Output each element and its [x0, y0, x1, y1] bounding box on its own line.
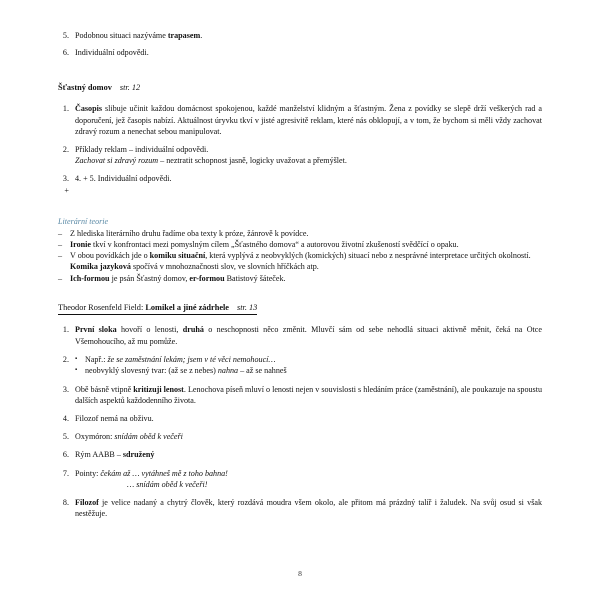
list-item	[58, 30, 542, 41]
list-item	[58, 449, 542, 460]
text-run: o neschopnosti něco změnit. Mluvčí sám od sebe nehodlá situaci aktivně měnit, čeká na Otce Všemohoucího, až mu pomůže.	[75, 325, 542, 346]
text-run: Komika jazyková	[70, 262, 131, 272]
text-run: že se zaměstnání lekám; jsem v té věci nemohoucí…	[107, 354, 276, 364]
text-run: – až se nahneš	[238, 366, 287, 376]
text-run: Pointy:	[75, 468, 101, 478]
list-item	[58, 173, 542, 195]
list-item-number: 4.	[62, 413, 69, 423]
dash-bullet-icon: –	[58, 240, 63, 250]
dash-list-item-body	[70, 228, 542, 239]
list-item-number: 3.	[62, 384, 69, 394]
stastny-domov-answer-list	[58, 103, 542, 195]
text-run: tkví v konfrontaci mezi pomyslným cílem „Šťastného domova“ a autorovou životní zkušeností svědčící o opaku.	[91, 240, 459, 250]
dash-list-item	[58, 273, 542, 284]
list-item-body	[75, 497, 542, 519]
text-run: Ich-formou	[70, 273, 110, 283]
text-run: … snídám oběd k večeři!	[127, 479, 208, 489]
list-item-line	[75, 173, 542, 184]
list-item-line	[75, 449, 542, 460]
list-item-number: 2.	[62, 145, 69, 155]
bullet-item	[75, 354, 542, 365]
list-item-line	[75, 103, 542, 137]
text-run: druhá	[182, 325, 204, 335]
list-item	[58, 144, 542, 166]
top-answer-list	[58, 30, 542, 58]
section-author: Theodor Rosenfeld Field:	[58, 302, 146, 312]
list-item-line	[75, 431, 542, 442]
list-item-number: 2.	[62, 354, 69, 364]
text-run: První sloka	[75, 325, 117, 335]
list-item-number: 1.	[62, 104, 69, 114]
dash-list-item-body	[70, 239, 542, 250]
text-run: Z hlediska literárního druhu řadíme oba texty k próze, žánrově k povídce.	[70, 228, 309, 238]
text-run: Filozof	[75, 497, 99, 507]
list-item-line	[70, 273, 542, 284]
text-run: nahna	[217, 366, 239, 376]
text-run: Obě básně vtipně	[75, 384, 134, 394]
text-run: – neztratit schopnost jasně, logicky uvažovat a přemýšlet.	[158, 156, 347, 166]
list-item-line	[75, 155, 542, 166]
bullet-item-body	[85, 354, 542, 365]
text-run: Ironie	[70, 240, 91, 250]
dash-bullet-icon: –	[58, 228, 63, 238]
section-page-ref: str. 13	[237, 302, 258, 312]
square-bullet-icon: ▪	[75, 355, 78, 362]
text-run: Časopis	[75, 104, 102, 114]
list-item-body	[75, 30, 542, 41]
list-item	[58, 324, 542, 346]
text-run: hovoří o lenosti,	[116, 325, 183, 335]
list-item	[58, 47, 542, 58]
text-run: 4. + 5. Individuální odpovědi.	[75, 174, 172, 184]
text-run: je velice nadaný a chytrý člověk, který rozdává moudra všem okolo, ale přitom má prázdný talíř i žaludek. Na svůj osud si však nestěžuje.	[75, 497, 542, 519]
list-item-number: 7.	[62, 468, 69, 478]
section-heading-lomikel	[58, 284, 542, 316]
bullet-item-body	[85, 365, 542, 376]
list-item-line	[70, 228, 542, 239]
text-run: komiku situační	[149, 251, 206, 261]
list-item-line	[75, 384, 542, 406]
text-run: Batistový šáteček.	[224, 273, 286, 283]
text-run: slibuje učinit každou domácnost spokojenou, každé manželství klidným a šťastným. Žena z povídky se slepě drží veškerých rad a doporučení, jež časopis nabízí. Aktuálnost úryvku tkví v jisté agresivitě reklam, které nás obklopují, a v tom, že bychom si měli vždy zachovat zdravý rozum a nenechat sebou manipulovat.	[75, 104, 542, 136]
list-item-number: 8.	[62, 497, 69, 507]
text-run: trapasem	[167, 31, 201, 40]
section-heading-stastny-domov	[58, 64, 542, 94]
text-run: Příklady reklam – individuální odpovědi.	[75, 145, 209, 155]
list-item	[58, 103, 542, 137]
literary-theory-heading: Literární teorie	[58, 216, 109, 226]
list-item-line	[75, 468, 542, 479]
list-item-line	[75, 47, 542, 58]
dash-list-item	[58, 228, 542, 239]
section-title: Lomikel a jiné zádrhele	[145, 302, 229, 312]
list-item-number: 1.	[62, 325, 69, 335]
list-item-body	[75, 354, 542, 377]
list-item-line	[75, 479, 542, 490]
text-run: Podobnou situaci nazýváme	[75, 31, 168, 40]
text-run: V obou povídkách jde o	[70, 251, 150, 261]
text-run: .	[200, 31, 203, 40]
list-item-line	[70, 261, 542, 272]
section-page-ref: str. 12	[119, 83, 141, 93]
text-run: čekám až … vytáhneš mě z toho bahna!	[100, 468, 228, 478]
text-run: snídám oběd k večeři	[114, 432, 183, 442]
list-item-body	[75, 324, 542, 346]
list-item-line	[75, 497, 542, 519]
bullet-item	[75, 365, 542, 376]
list-item	[58, 354, 542, 377]
square-bullet-list	[75, 354, 542, 377]
list-item	[58, 431, 542, 442]
text-run: Filozof nemá na obživu.	[75, 413, 154, 423]
section-title: Šťastný domov	[58, 83, 112, 93]
list-item-line	[75, 324, 542, 346]
list-item-number: 5.	[62, 31, 69, 40]
text-run: kritizuji lenost	[133, 384, 184, 394]
text-run: sdružený	[122, 450, 155, 460]
literary-theory-list	[58, 228, 542, 284]
text-run: . Lenochova píseň mluví o lenosti nejen v souvislosti s hledáním práce (zaměstnání), ale poukazuje na spoustu dalších aspektů každodenního života.	[75, 384, 542, 405]
text-run: Např.:	[85, 354, 108, 364]
list-item-line	[70, 239, 542, 250]
square-bullet-icon: ▪	[75, 367, 78, 374]
list-item-line	[75, 30, 542, 41]
lomikel-answer-list	[58, 324, 542, 519]
list-item	[58, 497, 542, 519]
list-item-body	[75, 144, 542, 166]
text-run: er-formou	[189, 273, 225, 283]
text-run: Zachovat si zdravý rozum	[75, 156, 159, 166]
dash-list-item-body	[70, 250, 542, 272]
list-item-number: 5.	[62, 432, 69, 442]
text-run: Rým AABB –	[75, 450, 123, 460]
list-item-line	[75, 144, 542, 155]
list-item-body	[75, 413, 542, 424]
text-run: je psán Šťastný domov,	[109, 273, 190, 283]
dash-list-item	[58, 250, 542, 272]
list-item-number: 6.	[62, 450, 69, 460]
list-item-body	[75, 47, 542, 58]
list-item-body	[75, 103, 542, 137]
dash-list-item	[58, 239, 542, 250]
list-item-body	[75, 173, 542, 195]
list-item	[58, 468, 542, 490]
list-item-body	[75, 431, 542, 442]
text-run: spočívá v mnohoznačnosti slov, ve slovních hříčkách atp.	[130, 262, 319, 272]
text-run: , která vyplývá z neobvyklých (komických) situací nebo z nesprávné interpretace určitých okolností.	[205, 251, 531, 261]
list-item-body	[75, 468, 542, 490]
list-item-body	[75, 449, 542, 460]
page-number: 8	[298, 569, 302, 578]
dash-list-item-body	[70, 273, 542, 284]
list-item-body	[75, 384, 542, 406]
list-item-line	[70, 250, 542, 261]
list-item-number: 6.	[62, 48, 69, 58]
dash-bullet-icon: –	[58, 251, 63, 261]
list-item-line	[75, 413, 542, 424]
list-item-number: 3. +	[62, 174, 69, 195]
list-item	[58, 413, 542, 424]
dash-bullet-icon: –	[58, 273, 63, 283]
list-item	[58, 384, 542, 406]
text-run: neobvyklý slovesný tvar: (až se z nebes)	[85, 366, 218, 376]
text-run: Individuální odpovědi.	[75, 48, 149, 58]
text-run: Oxymóron:	[75, 432, 115, 442]
